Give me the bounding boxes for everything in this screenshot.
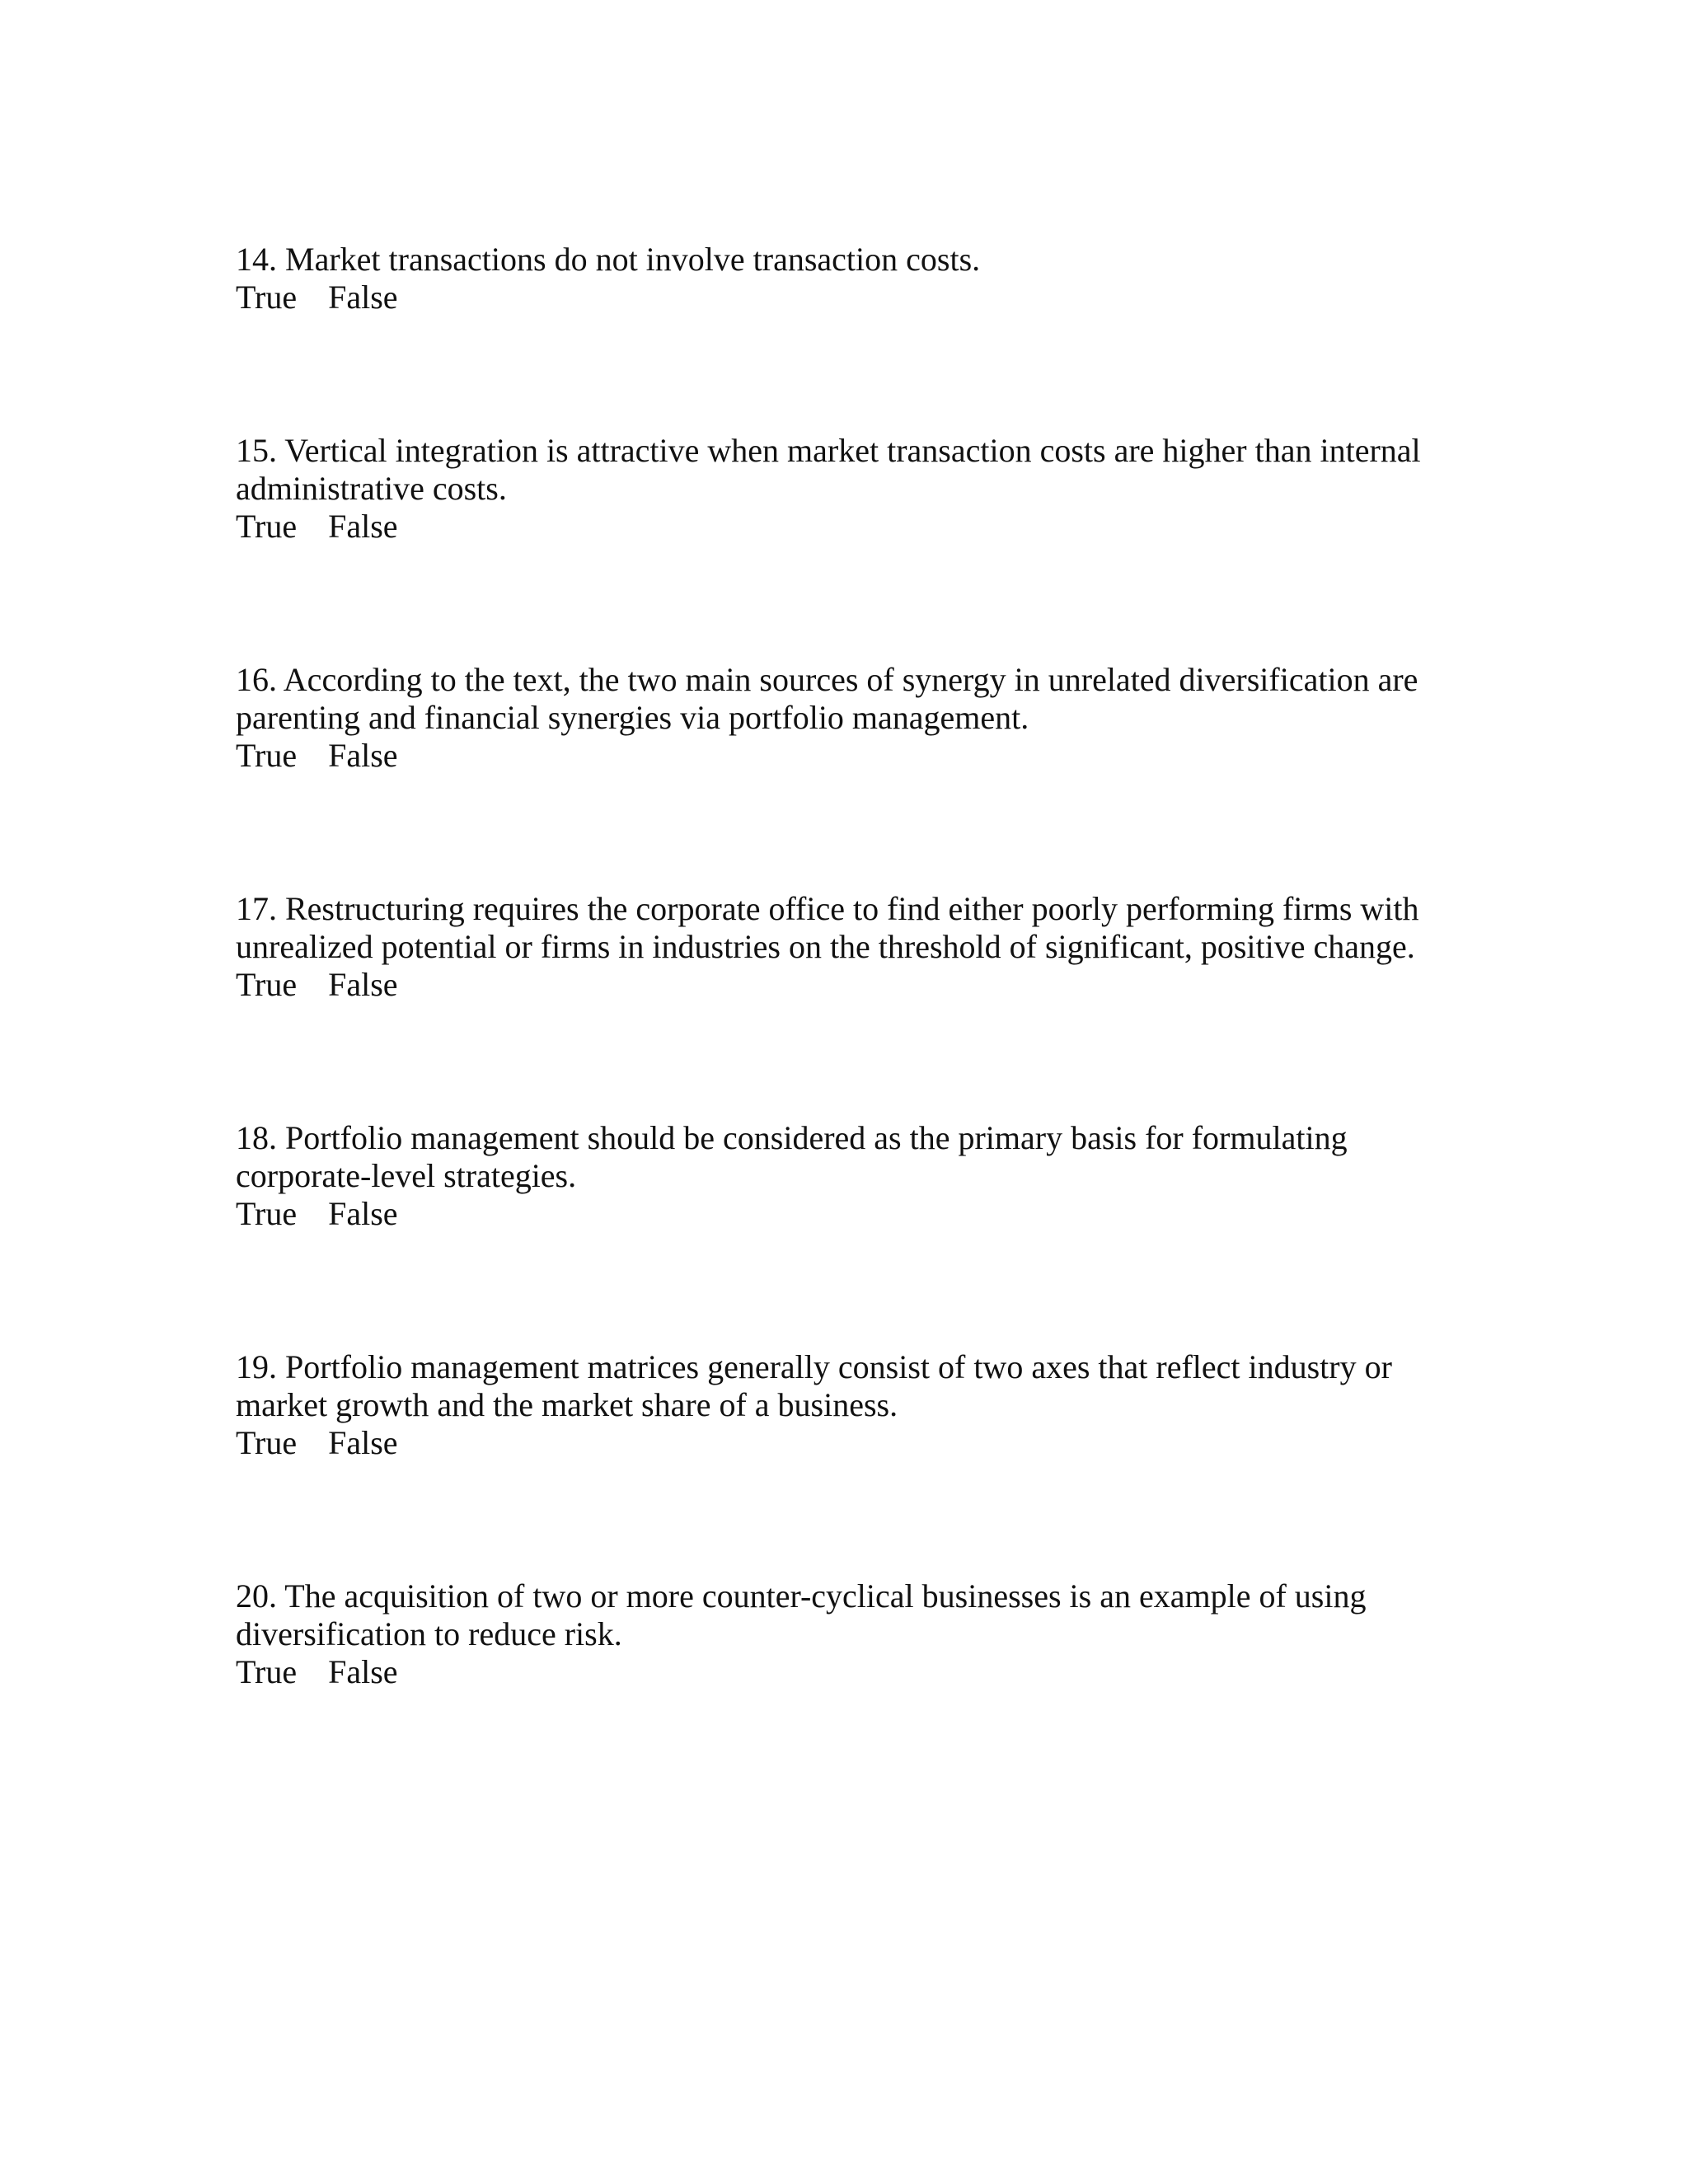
answer-options [236,1195,1456,1233]
question-text [236,1348,1456,1424]
question-text [236,890,1456,966]
question-15 [236,432,1456,546]
question-text [236,432,1456,508]
question-text [236,241,1456,279]
question-body: Restructuring requires the corporate office to find either poorly performing firms with unrealized potential or firms in industries on the threshold of significant, positive change. [236,890,1419,965]
question-number: 15. [236,432,277,469]
question-text [236,1119,1456,1195]
question-16 [236,661,1456,775]
question-number: 16. [236,661,277,698]
option-true[interactable]: True [236,1424,298,1461]
question-number: 17. [236,890,277,927]
question-20 [236,1577,1456,1691]
answer-options [236,737,1456,775]
option-false[interactable]: False [328,1424,398,1461]
question-text [236,661,1456,737]
option-true[interactable]: True [236,1653,298,1690]
question-number: 18. [236,1119,277,1156]
question-number: 14. [236,241,277,278]
option-false[interactable]: False [328,279,398,316]
question-body: According to the text, the two main sources of synergy in unrelated diversification are parenting and financial synergies via portfolio management. [236,661,1418,736]
option-false[interactable]: False [328,966,398,1003]
option-false[interactable]: False [328,1653,398,1690]
option-false[interactable]: False [328,1195,398,1232]
answer-options [236,966,1456,1004]
question-body: Portfolio management matrices generally consist of two axes that reflect industry or market growth and the market share of a business. [236,1348,1392,1423]
answer-options [236,508,1456,546]
option-true[interactable]: True [236,279,298,316]
answer-options [236,1424,1456,1462]
question-14 [236,241,1456,316]
question-body: Market transactions do not involve transaction costs. [285,241,981,278]
question-17 [236,890,1456,1004]
question-number: 19. [236,1348,277,1385]
option-true[interactable]: True [236,1195,298,1232]
question-number: 20. [236,1577,277,1615]
answer-options [236,1653,1456,1691]
option-true[interactable]: True [236,737,298,774]
answer-options [236,279,1456,316]
question-18 [236,1119,1456,1233]
option-false[interactable]: False [328,737,398,774]
question-19 [236,1348,1456,1462]
question-body: The acquisition of two or more counter-cyclical businesses is an example of using diversification to reduce risk. [236,1577,1367,1652]
question-text [236,1577,1456,1653]
option-false[interactable]: False [328,508,398,545]
question-body: Portfolio management should be considered as the primary basis for formulating corporate-level strategies. [236,1119,1348,1194]
option-true[interactable]: True [236,966,298,1003]
option-true[interactable]: True [236,508,298,545]
question-body: Vertical integration is attractive when market transaction costs are higher than internal administrative costs. [236,432,1421,507]
